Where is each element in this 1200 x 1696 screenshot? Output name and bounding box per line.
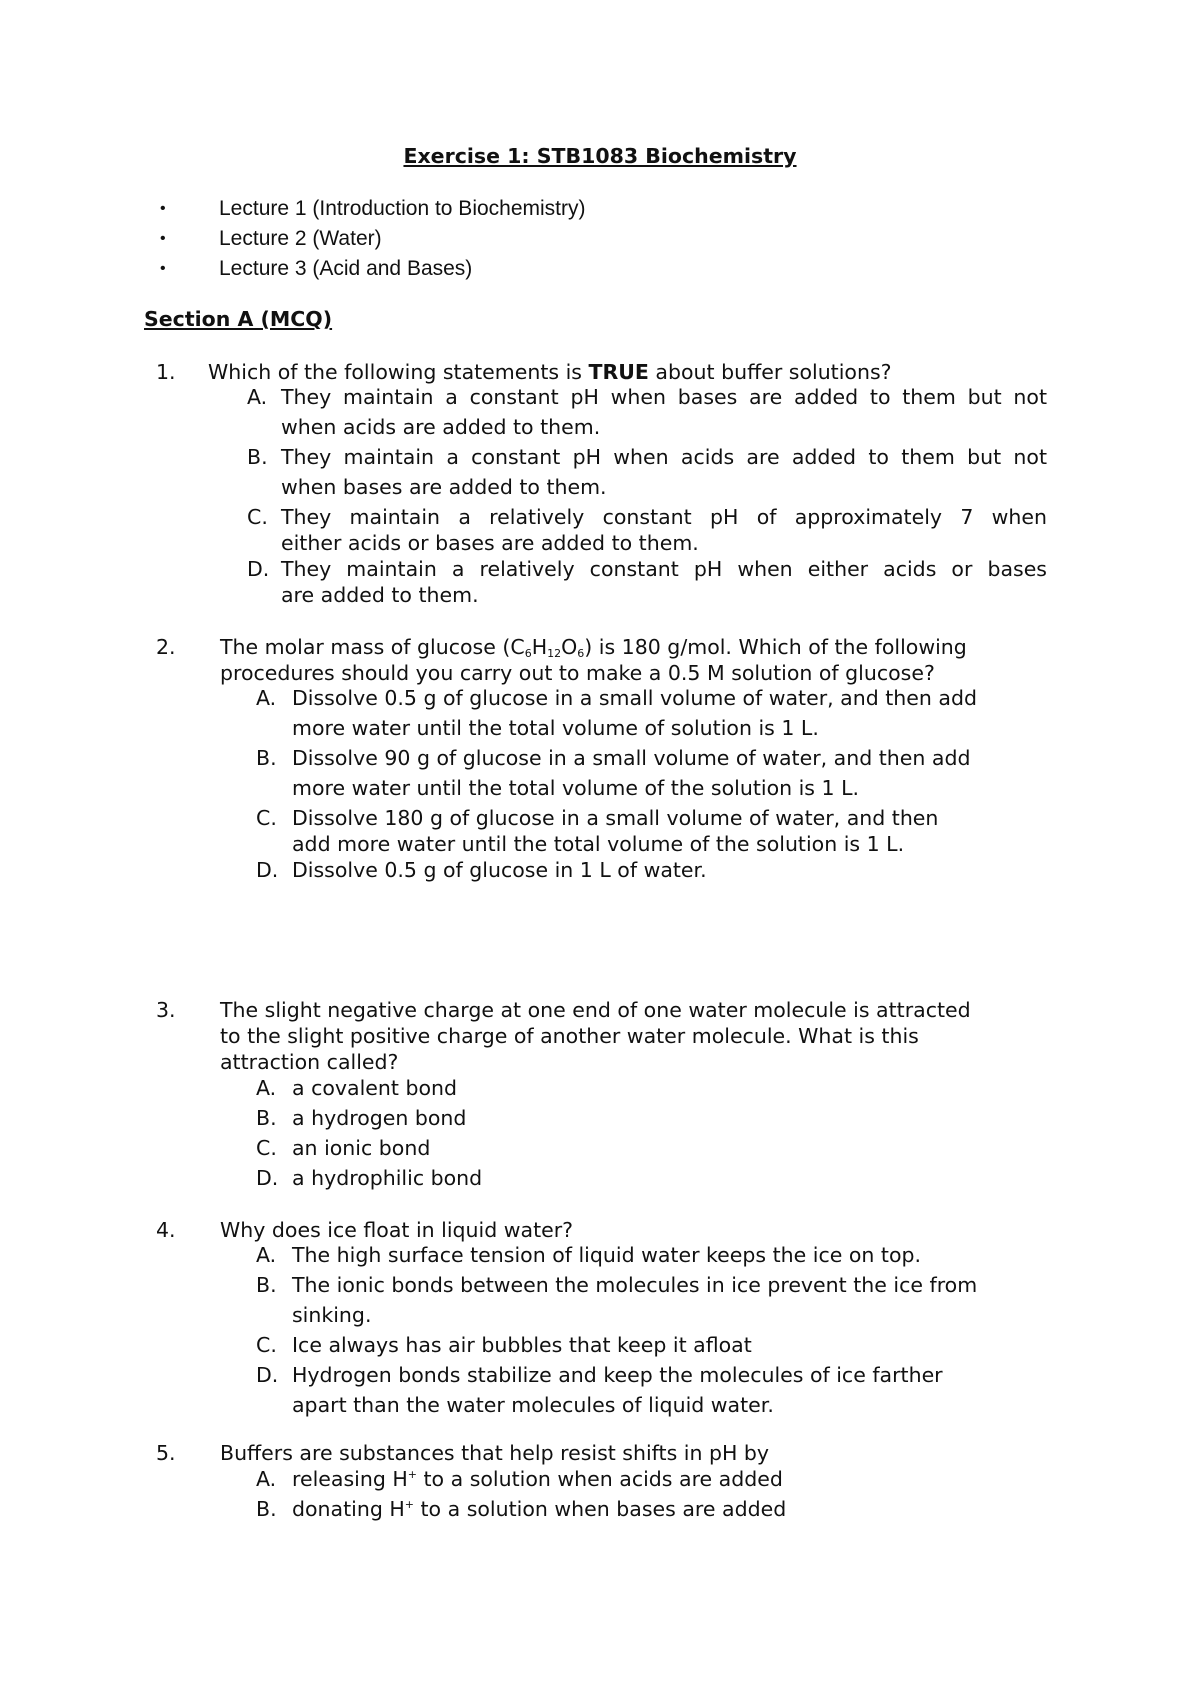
option-text-line: an ionic bond bbox=[292, 1136, 431, 1160]
option-letter: B. bbox=[256, 1273, 277, 1297]
bullet-icon: • bbox=[160, 260, 166, 277]
question-stem-line: Buffers are substances that help resist shifts in pH by bbox=[220, 1441, 770, 1465]
option-text-line: They maintain a relatively constant pH of approximately 7 when bbox=[281, 505, 1047, 529]
option-text-line: Dissolve 0.5 g of glucose in 1 L of water. bbox=[292, 858, 707, 882]
option-text-line: Dissolve 180 g of glucose in a small volume of water, and then bbox=[292, 806, 939, 830]
stem-text: The molar mass of glucose (C bbox=[220, 635, 525, 659]
option-text-line: apart than the water molecules of liquid water. bbox=[292, 1393, 774, 1417]
option-text-line: Dissolve 90 g of glucose in a small volume of water, and then add bbox=[292, 746, 971, 770]
question-stem bbox=[220, 634, 967, 660]
stem-emphasis: TRUE bbox=[588, 360, 649, 384]
superscript: + bbox=[404, 1498, 414, 1511]
option-text: to a solution when acids are added bbox=[417, 1467, 783, 1491]
question-number: 3. bbox=[156, 998, 176, 1022]
option-text-line: They maintain a constant pH when bases are added to them but not bbox=[281, 385, 1047, 409]
option-text: to a solution when bases are added bbox=[414, 1497, 787, 1521]
section-heading: Section A (MCQ) bbox=[144, 307, 333, 331]
option-text: releasing H bbox=[292, 1467, 408, 1491]
option-text-line: either acids or bases are added to them. bbox=[281, 531, 699, 555]
question-stem-line: The slight negative charge at one end of one water molecule is attracted bbox=[220, 998, 971, 1022]
lecture-label: Lecture 3 (Acid and Bases) bbox=[219, 257, 473, 280]
option-letter: A. bbox=[256, 686, 277, 710]
option-text-line: Hydrogen bonds stabilize and keep the molecules of ice farther bbox=[292, 1363, 943, 1387]
lecture-item bbox=[160, 194, 586, 224]
question-stem-line: to the slight positive charge of another water molecule. What is this bbox=[220, 1024, 919, 1048]
stem-text: Which of the following statements is bbox=[208, 360, 589, 384]
lecture-item bbox=[160, 224, 586, 254]
option-letter: B. bbox=[256, 746, 277, 770]
option-letter: B. bbox=[256, 1106, 277, 1130]
stem-text: H bbox=[531, 635, 548, 659]
question-stem-line: Why does ice float in liquid water? bbox=[220, 1218, 574, 1242]
question-number: 5. bbox=[156, 1441, 176, 1465]
option-letter: B. bbox=[256, 1497, 277, 1521]
stem-text: O bbox=[561, 635, 578, 659]
option-letter: A. bbox=[256, 1076, 277, 1100]
bullet-icon: • bbox=[160, 230, 166, 247]
subscript: 6 bbox=[524, 647, 532, 660]
option-text-line: They maintain a constant pH when acids are added to them but not bbox=[281, 445, 1047, 469]
option-text-line: a covalent bond bbox=[292, 1076, 458, 1100]
option-letter: A. bbox=[256, 1467, 277, 1491]
option-text: donating H bbox=[292, 1497, 405, 1521]
option-letter: D. bbox=[256, 1363, 279, 1387]
option-letter: C. bbox=[256, 806, 277, 830]
option-letter: C. bbox=[256, 1136, 277, 1160]
lecture-label: Lecture 1 (Introduction to Biochemistry) bbox=[219, 197, 586, 220]
option-letter: D. bbox=[256, 858, 279, 882]
option-text-line: more water until the total volume of solution is 1 L. bbox=[292, 716, 819, 740]
question-number: 4. bbox=[156, 1218, 176, 1242]
option-letter: C. bbox=[247, 505, 268, 529]
option-text-line bbox=[292, 1466, 783, 1492]
option-letter: B. bbox=[247, 445, 268, 469]
option-text-line: add more water until the total volume of the solution is 1 L. bbox=[292, 832, 905, 856]
option-letter: C. bbox=[256, 1333, 277, 1357]
lecture-label: Lecture 2 (Water) bbox=[219, 227, 382, 250]
question-number: 2. bbox=[156, 635, 176, 659]
question-stem bbox=[208, 359, 892, 385]
option-text-line: The ionic bonds between the molecules in ice prevent the ice from bbox=[292, 1273, 978, 1297]
question-stem-line: procedures should you carry out to make a 0.5 M solution of glucose? bbox=[220, 661, 935, 685]
option-letter: A. bbox=[247, 385, 268, 409]
subscript: 12 bbox=[547, 647, 562, 660]
option-text-line: more water until the total volume of the solution is 1 L. bbox=[292, 776, 860, 800]
option-text-line: They maintain a relatively constant pH when either acids or bases bbox=[281, 557, 1047, 581]
option-text-line bbox=[292, 1496, 786, 1522]
option-letter: A. bbox=[256, 1243, 277, 1267]
exercise-title: Exercise 1: STB1083 Biochemistry bbox=[403, 144, 797, 168]
stem-text: about buffer solutions? bbox=[648, 360, 892, 384]
option-text-line: a hydrogen bond bbox=[292, 1106, 467, 1130]
option-text-line: Dissolve 0.5 g of glucose in a small volume of water, and then add bbox=[292, 686, 977, 710]
bullet-icon: • bbox=[160, 200, 166, 217]
lecture-item bbox=[160, 254, 586, 284]
option-text-line: are added to them. bbox=[281, 583, 479, 607]
lecture-list bbox=[160, 194, 586, 284]
option-text-line: Ice always has air bubbles that keep it afloat bbox=[292, 1333, 752, 1357]
question-number: 1. bbox=[156, 360, 176, 384]
option-text-line: The high surface tension of liquid water keeps the ice on top. bbox=[292, 1243, 922, 1267]
stem-text: ) is 180 g/mol. Which of the following bbox=[584, 635, 967, 659]
option-text-line: when acids are added to them. bbox=[281, 415, 601, 439]
subscript: 6 bbox=[577, 647, 585, 660]
question-stem-line: attraction called? bbox=[220, 1050, 399, 1074]
option-text-line: sinking. bbox=[292, 1303, 372, 1327]
option-text-line: a hydrophilic bond bbox=[292, 1166, 483, 1190]
option-letter: D. bbox=[256, 1166, 279, 1190]
option-text-line: when bases are added to them. bbox=[281, 475, 607, 499]
superscript: + bbox=[407, 1468, 417, 1481]
option-letter: D. bbox=[247, 557, 270, 581]
